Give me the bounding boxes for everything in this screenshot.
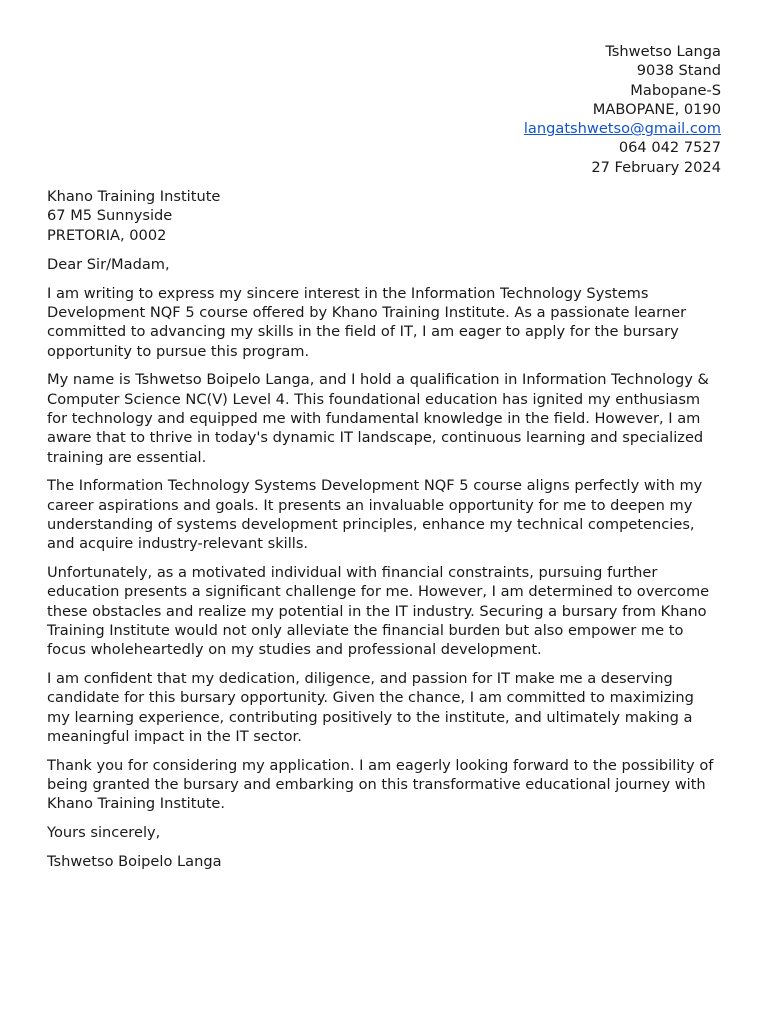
letter-date: 27 February 2024 [591,158,721,176]
sender-street: 9038 Stand [636,62,721,80]
recipient-city: PRETORIA, 0002 [47,226,167,244]
body-paragraph: I am confident that my dedication, diligence, and passion for IT make me a deserving candidate for this bursary opportunity. Given the chance, I am committed to maximizing my learning experience, contributing positively to the institute, and ultimately making a meaningful impact in the IT sector. [47,670,694,745]
sender-suburb: Mabopane-S [630,81,721,99]
salutation: Dear Sir/Madam, [47,255,170,273]
body-paragraph: The Information Technology Systems Development NQF 5 course aligns perfectly with my career aspirations and goals. It presents an invaluable opportunity for me to deepen my understanding of systems development principles, enhance my technical competencies, and acquire industry-relevant skills. [47,477,703,553]
recipient-street: 67 M5 Sunnyside [47,207,173,225]
sender-city: MABOPANE, 0190 [592,100,721,118]
letter-page [47,42,721,871]
recipient-address-block [47,187,721,245]
body-paragraph: Unfortunately, as a motivated individual with financial constraints, pursuing further education presents a significant challenge for me. However, I am determined to overcome these obstacles and realize my potential in the IT industry. Securing a bursary from Khano Training Institute would not only alleviate the financial burden but also empower me to focus wholeheartedly on my studies and professional development. [47,564,710,659]
sender-name: Tshwetso Langa [605,43,721,60]
sender-phone: 064 042 7527 [618,139,721,157]
body-paragraph: I am writing to express my sincere interest in the Information Technology Systems Development NQF 5 course offered by Khano Training Institute. As a passionate learner committed to advancing my skills in the field of IT, I am eager to apply for the bursary opportunity to pursue this program. [47,284,687,360]
closing: Yours sincerely, [47,824,161,842]
recipient-name: Khano Training Institute [47,188,221,206]
body-paragraph: Thank you for considering my application. I am eagerly looking forward to the possibility of being granted the bursary and embarking on this transformative educational journey with Khano Training Institute. [47,756,714,813]
sender-email-link[interactable]: langatshwetso@gmail.com [523,120,721,138]
signature-name: Tshwetso Boipelo Langa [47,852,222,870]
sender-address-block [47,42,721,177]
body-paragraph: My name is Tshwetso Boipelo Langa, and I hold a qualification in Information Technology & Computer Science NC(V) Level 4. This foundational education has ignited my enthusiasm for technology and equipped me with fundamental knowledge in the field. However, I am aware that to thrive in today's dynamic IT landscape, continuous learning and specialized training are essential. [47,371,709,466]
